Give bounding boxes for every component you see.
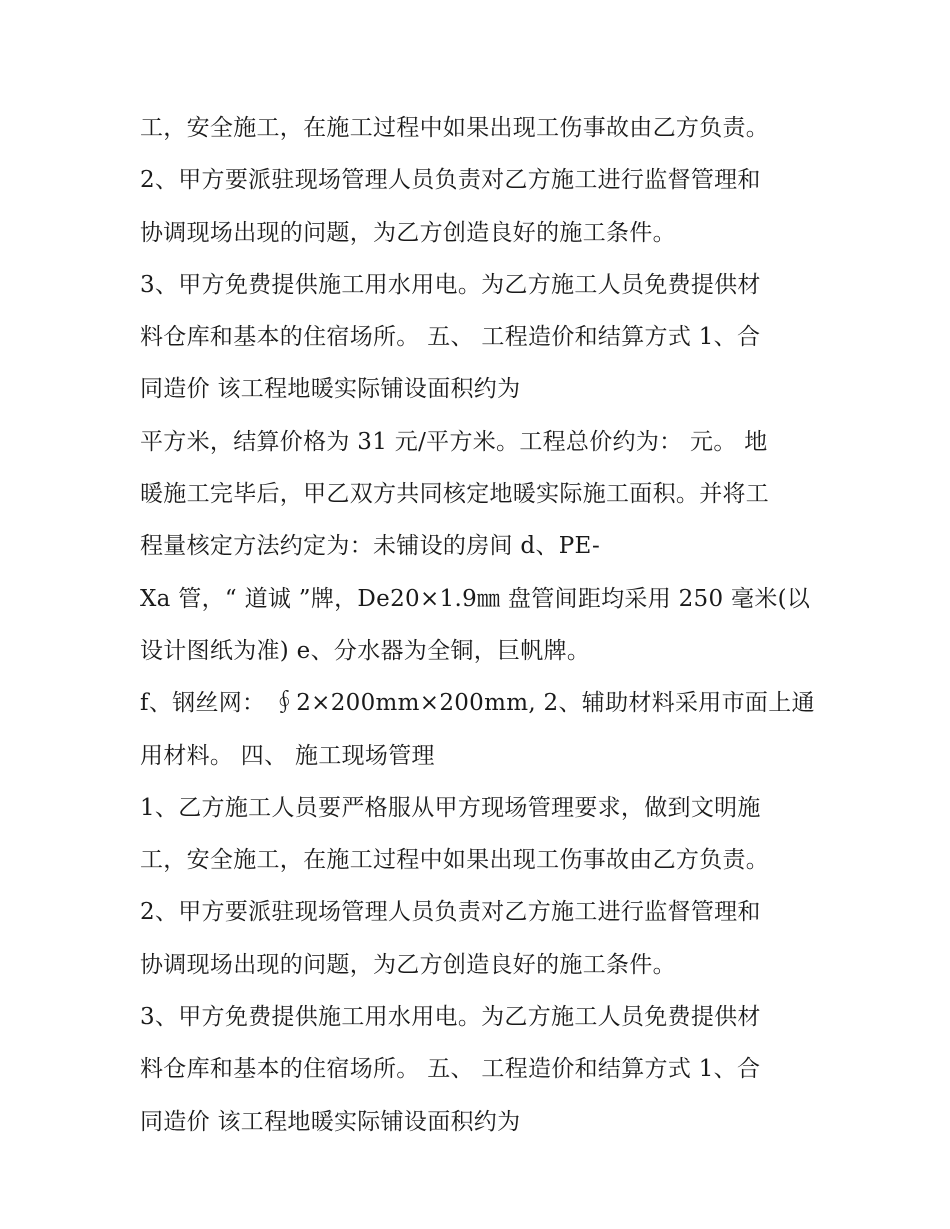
- text-line: f、钢丝网： ∮2×200mm×200mm, 2、辅助材料采用市面上通: [140, 690, 815, 717]
- text-line: 同造价 该工程地暖实际铺设面积约为: [140, 376, 521, 403]
- text-line: 2、甲方要派驻现场管理人员负责对乙方施工进行监督管理和: [140, 899, 761, 926]
- text-line: Xa 管，“ 道诚 ”牌，De20×1.9㎜ 盘管间距均采用 250 毫米(以: [140, 585, 811, 612]
- text-line: 程量核定方法约定为：未铺设的房间 d、PE-: [140, 533, 601, 560]
- text-line: 协调现场出现的问题，为乙方创造良好的施工条件。: [140, 219, 676, 246]
- text-line: 用材料。 四、 施工现场管理: [140, 742, 435, 769]
- text-line: 工，安全施工，在施工过程中如果出现工伤事故由乙方负责。: [140, 115, 770, 141]
- text-line: 3、甲方免费提供施工用水用电。为乙方施工人员免费提供材: [140, 271, 761, 298]
- text-line: 料仓库和基本的住宿场所。 五、 工程造价和结算方式 1、合: [140, 324, 761, 351]
- text-line: 暖施工完毕后，甲乙双方共同核定地暖实际施工面积。并将工: [140, 481, 770, 508]
- text-line: 协调现场出现的问题，为乙方创造良好的施工条件。: [140, 951, 676, 978]
- text-line: 设计图纸为准) e、分水器为全铜，巨帆牌。: [140, 637, 591, 664]
- text-line: 1、乙方施工人员要严格服从甲方现场管理要求，做到文明施: [140, 794, 761, 821]
- text-line: 同造价 该工程地暖实际铺设面积约为: [140, 1108, 521, 1135]
- text-line: 料仓库和基本的住宿场所。 五、 工程造价和结算方式 1、合: [140, 1056, 761, 1083]
- body-text: [140, 102, 830, 1148]
- text-line: 3、甲方免费提供施工用水用电。为乙方施工人员免费提供材: [140, 1004, 761, 1031]
- text-line: 平方米，结算价格为 31 元/平方米。工程总价约为： 元。 地: [140, 428, 768, 455]
- text-line: 2、甲方要派驻现场管理人员负责对乙方施工进行监督管理和: [140, 167, 761, 194]
- text-line: 工，安全施工，在施工过程中如果出现工伤事故由乙方负责。: [140, 847, 770, 874]
